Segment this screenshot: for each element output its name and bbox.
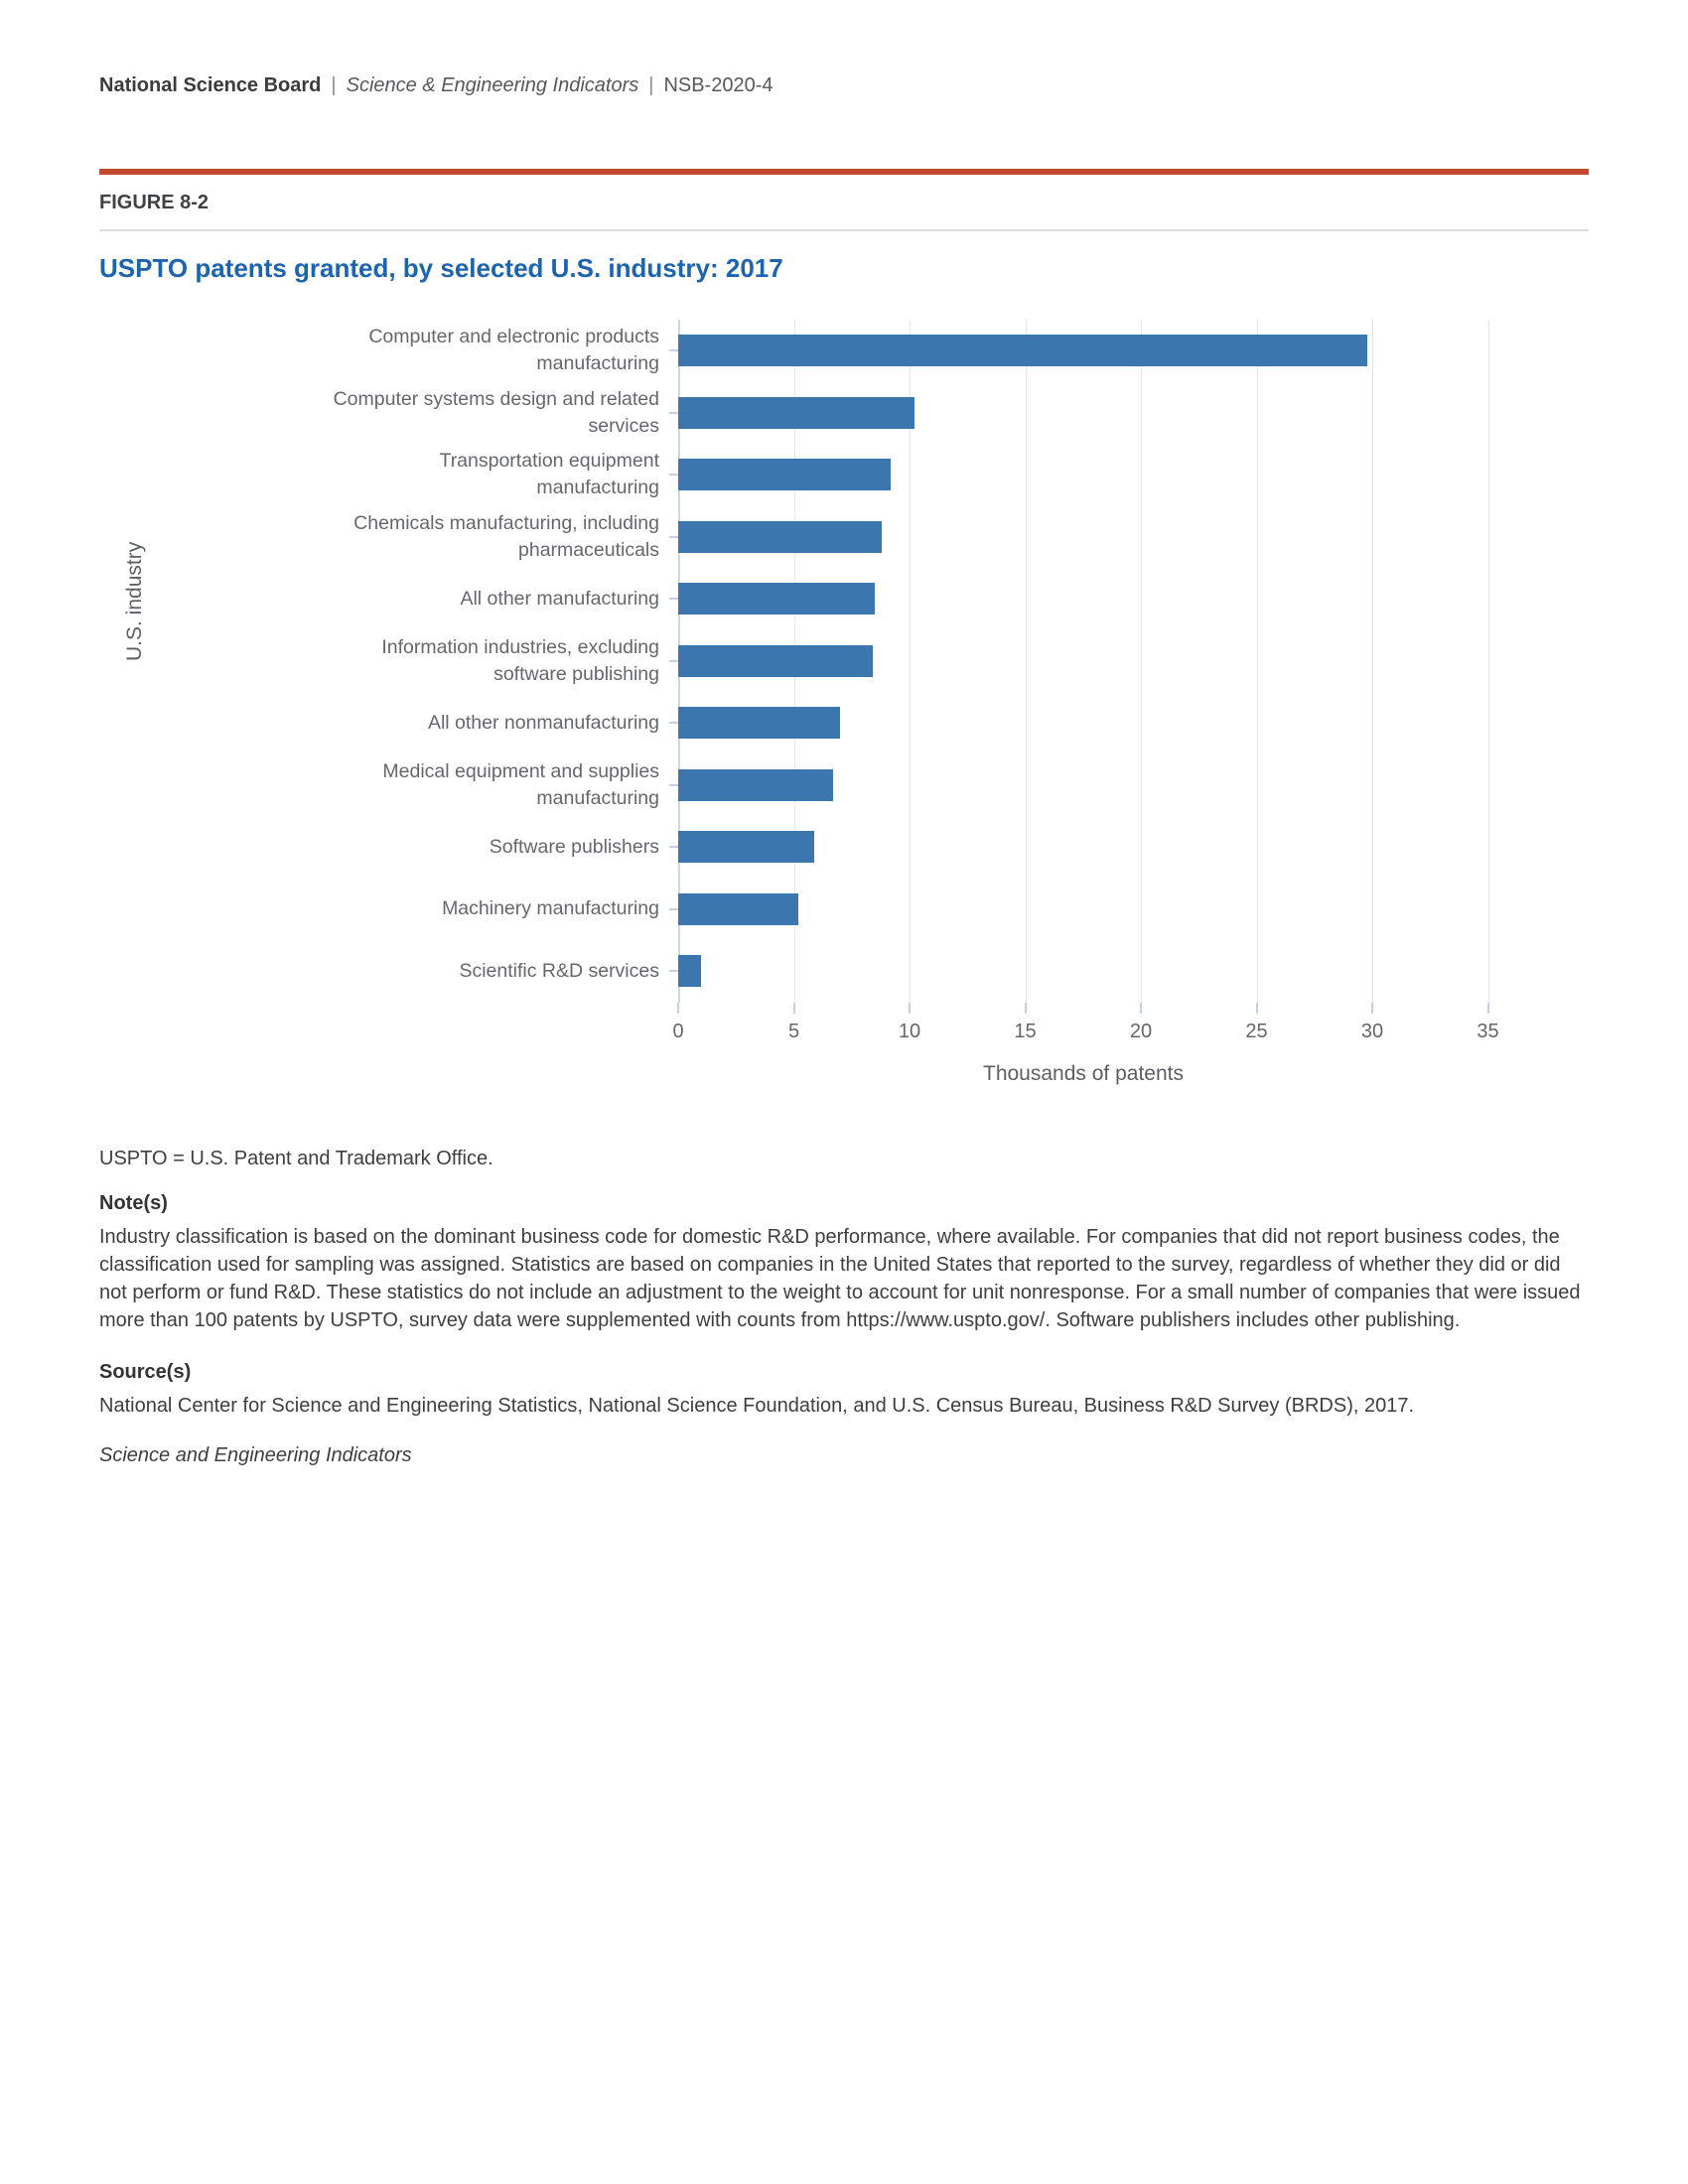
y-axis-tick [669, 784, 678, 786]
y-axis-tick [669, 908, 678, 910]
gridline [1372, 320, 1373, 1003]
bar [678, 645, 873, 677]
bar [678, 831, 814, 863]
category-label-text: Computer systems design and related services [333, 387, 659, 437]
header-separator: | [648, 74, 654, 96]
category-label [99, 940, 659, 1003]
header-separator: | [331, 74, 337, 96]
y-axis-tick [669, 970, 678, 972]
x-tick-label: 20 [1129, 1021, 1153, 1042]
x-tick-label: 35 [1477, 1021, 1499, 1042]
x-tick-label: 15 [1014, 1021, 1037, 1042]
category-label-text: Software publishers [489, 835, 659, 858]
bar [678, 335, 1367, 366]
x-axis-tick [793, 1003, 795, 1014]
notes-heading: Note(s) [99, 1192, 168, 1214]
category-label-text: Computer and electronic products manufacturing [368, 326, 659, 375]
y-axis-tick [669, 660, 678, 662]
header-report-code: NSB-2020-4 [663, 74, 774, 96]
bar [678, 583, 875, 614]
category-label [99, 444, 659, 506]
x-tick-label: 25 [1245, 1021, 1268, 1042]
header-publication: Science & Engineering Indicators [346, 74, 639, 96]
gridline [1257, 320, 1258, 1003]
x-axis-tick [1140, 1003, 1142, 1014]
document-header [99, 0, 1589, 97]
plot-area [672, 320, 1532, 1042]
publication-footer: Science and Engineering Indicators [99, 1444, 412, 1466]
category-label-text: All other manufacturing [460, 587, 659, 610]
gridline [1488, 320, 1489, 1003]
gridline [1026, 320, 1027, 1003]
category-label [99, 879, 659, 941]
x-axis-tick [1025, 1003, 1027, 1014]
category-label-text: All other nonmanufacturing [427, 711, 659, 734]
category-label-text: Medical equipment and supplies manufacturing [382, 759, 659, 809]
category-label-text: Information industries, excluding software publishing [381, 635, 659, 685]
gridline [1141, 320, 1142, 1003]
x-tick-label: 5 [787, 1021, 800, 1042]
x-tick-label: 10 [898, 1021, 921, 1042]
accent-rule [99, 169, 1589, 175]
x-axis-tick [1371, 1003, 1373, 1014]
bar [678, 955, 701, 987]
divider-rule [99, 229, 1589, 231]
category-label [99, 568, 659, 630]
category-label [99, 816, 659, 879]
y-axis-tick [669, 474, 678, 476]
x-tick-label: 30 [1360, 1021, 1384, 1042]
category-label [99, 320, 659, 382]
figure-label: FIGURE 8-2 [99, 192, 210, 213]
sources-heading: Source(s) [99, 1361, 192, 1383]
category-label [99, 630, 659, 693]
x-tick-label: 0 [672, 1021, 684, 1042]
x-axis-title: Thousands of patents [983, 1062, 1184, 1085]
x-axis-tick [1487, 1003, 1489, 1014]
bar [678, 893, 798, 925]
y-axis-tick [669, 598, 678, 600]
category-label-text: Transportation equipment manufacturing [439, 450, 659, 499]
bar [678, 397, 914, 429]
category-label-text: Chemicals manufacturing, including pharmaceuticals [353, 511, 659, 561]
y-axis-tick [669, 412, 678, 414]
category-label [99, 754, 659, 817]
y-axis-title: U.S. industry [123, 541, 146, 661]
x-axis-tick [677, 1003, 679, 1014]
figure-title: USPTO patents granted, by selected U.S. industry: 2017 [99, 253, 783, 283]
y-axis-tick [669, 536, 678, 538]
category-label [99, 382, 659, 445]
bar [678, 769, 833, 801]
category-label-text: Machinery manufacturing [442, 897, 659, 920]
header-brand: National Science Board [99, 74, 322, 96]
y-axis-tick [669, 846, 678, 848]
page-content [99, 0, 1589, 1469]
category-label-text: Scientific R&D services [459, 959, 659, 982]
sources-text: National Center for Science and Engineering Statistics, National Science Foundation, and U.S. Census Bureau, Business R&D Survey (BRDS), 2017. [99, 1395, 1415, 1417]
category-label [99, 692, 659, 754]
category-label [99, 506, 659, 569]
bar [678, 707, 840, 739]
notes-text: Industry classification is based on the dominant business code for domestic R&D performance, where available. For companies that did not report business codes, the classification used for sampling was assigned. Statistics are based on companies in the United States that reported to the survey, regardless of whether they did or did not perform or fund R&D. These statistics do not include an adjustment to the weight to account for unit nonresponse. For a small number of companies that were issued more than 100 patents by USPTO, survey data were supplemented with counts from https://www.uspto.gov/. Software publishers includes other publishing. [99, 1226, 1581, 1331]
abbreviation-note: USPTO = U.S. Patent and Trademark Office. [99, 1148, 493, 1169]
bar-chart [99, 320, 1589, 1100]
bar [678, 521, 882, 553]
x-axis-tick [909, 1003, 911, 1014]
y-axis-tick [669, 722, 678, 724]
x-axis-tick [1256, 1003, 1258, 1014]
bar [678, 459, 891, 490]
y-axis-tick [669, 349, 678, 351]
